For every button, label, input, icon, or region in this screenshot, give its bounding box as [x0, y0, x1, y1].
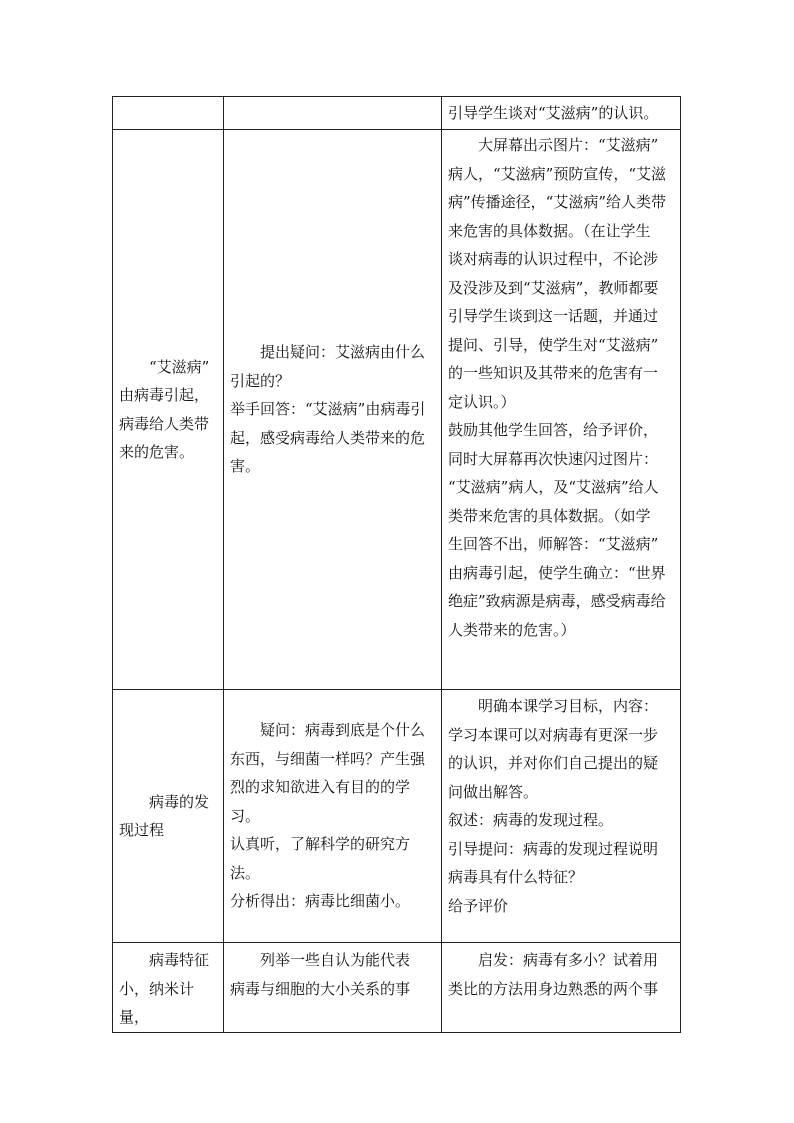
text-line: 引导学生谈到这一话题，并通过: [448, 307, 659, 325]
text-line: 认真听，了解科学的研究方法。: [230, 835, 411, 882]
text-line: 病毒给人类带: [119, 414, 210, 433]
text-line: 疑问：病毒到底是个什么: [260, 721, 426, 740]
text-line: 来危害的具体数据。（在让学生: [448, 221, 651, 240]
text-line: 现过程: [119, 821, 165, 839]
cell-student-activity: [224, 97, 442, 130]
text-line: 学习本课可以对病毒有更深一步: [448, 725, 659, 744]
text-line: 来的危害。: [119, 443, 195, 461]
text-line: 引导提问：病毒的发现过程说明: [448, 839, 659, 858]
text-line: 谈对病毒的认识过程中，不论涉: [448, 250, 659, 268]
cell-student-activity: [224, 690, 442, 943]
text-line: 给予评价: [448, 896, 509, 915]
text-line: 启发：病毒有多小？试着用: [478, 951, 659, 969]
text-line: 病毒与细胞的大小关系的事: [230, 979, 411, 998]
cell-teacher-activity: [442, 690, 681, 943]
table-row: [113, 130, 681, 690]
text-line: 病人，“艾滋病”预防宣传，“艾滋: [448, 164, 667, 183]
text-line: 害。: [230, 457, 261, 476]
cell-content-topic: [113, 97, 224, 130]
text-line: 及没涉及到“艾滋病”，教师都要: [448, 278, 659, 297]
table-row: [113, 943, 681, 1033]
text-line: 引起的？: [230, 371, 291, 390]
cell-content-topic: [113, 130, 224, 690]
text-line: 提出疑问：艾滋病由什么: [260, 343, 426, 362]
cell-content-topic: [113, 690, 224, 943]
text-line: 由病毒引起，使学生确立：“世界: [448, 563, 666, 582]
text-line: 病”传播途径，“艾滋病”给人类带: [448, 193, 667, 211]
text-line: 人类带来的危害。）: [448, 620, 576, 639]
text-line: 习。: [230, 806, 261, 825]
text-line: 生回答不出，师解答：“艾滋病”: [448, 535, 659, 553]
text-line: 的认识，并对你们自己提出的疑: [448, 754, 659, 772]
cell-teacher-activity: [442, 97, 681, 130]
text-line: 分析得出：病毒比细菌小。: [230, 892, 411, 911]
cell-teacher-activity: [442, 130, 681, 690]
text-line: 病毒的发: [149, 792, 210, 811]
text-line: 类比的方法用身边熟悉的两个事: [448, 979, 659, 998]
text-line: 烈的求知欲进入有目的的学: [230, 778, 411, 797]
cell-student-activity: [224, 943, 442, 1033]
table-row: [113, 97, 681, 130]
text-line: 病毒特征: [149, 951, 210, 969]
lesson-plan-table: [112, 96, 681, 1033]
cell-student-activity: [224, 130, 442, 690]
text-line: 同时大屏幕再次快速闪过图片：: [448, 449, 659, 468]
text-line: 大屏幕出示图片：“艾滋病”: [478, 136, 659, 154]
cell-teacher-activity: [442, 943, 681, 1033]
text-line: 绝症”致病源是病毒，感受病毒给: [448, 592, 666, 610]
text-line: 病毒具有什么特征？: [448, 868, 584, 886]
text-line: 叙述：病毒的发现过程。: [448, 811, 614, 829]
text-line: 类带来危害的具体数据。（如学: [448, 506, 651, 525]
table-row: [113, 690, 681, 943]
text-line: 问做出解答。: [448, 782, 539, 801]
text-line: “艾滋病”病人，及“艾滋病”给人: [448, 478, 659, 496]
text-line: 明确本课学习目标，内容：: [478, 697, 659, 715]
text-line: 举手回答：“艾滋病”由病毒引: [230, 400, 426, 419]
text-line: 鼓励其他学生回答，给予评价，: [448, 421, 659, 439]
text-line: 小，纳米计量，: [119, 979, 195, 1026]
text-line: 起，感受病毒给人类带来的危: [230, 428, 426, 447]
text-line: 提问、引导，使学生对“艾滋病”: [448, 335, 659, 354]
text-line: 引导学生谈对“艾滋病”的认识。: [448, 103, 659, 122]
text-line: 东西，与细菌一样吗？产生强: [230, 749, 426, 768]
text-line: 的一些知识及其带来的危害有一: [448, 364, 659, 382]
text-line: 定认识。）: [448, 392, 516, 411]
text-line: “艾滋病”: [149, 357, 210, 376]
text-line: 由病毒引起，: [119, 386, 210, 404]
cell-content-topic: [113, 943, 224, 1033]
text-line: 列举一些自认为能代表: [260, 951, 411, 969]
